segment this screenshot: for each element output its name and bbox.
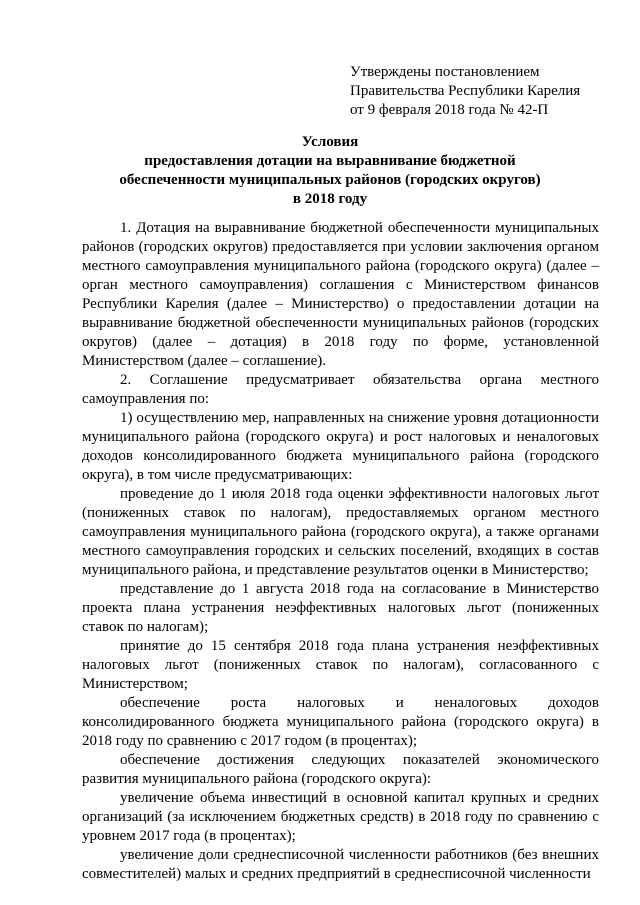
paragraph-4: проведение до 1 июля 2018 года оценки эффективности налоговых льгот (пониженных ставок по налогам), предоставляемых органом местного самоуправления муниципального района (городского округа), а также органами местного самоуправления городских и сельских поселений, входящих в состав муниципального района, и представление результатов оценки в Министерство; xyxy=(82,486,599,578)
approval-line-3: от 9 февраля 2018 года № 42-П xyxy=(350,102,549,118)
approval-stamp xyxy=(350,63,610,120)
approval-line-2: Правительства Республики Карелия xyxy=(350,83,581,99)
approval-line-1: Утверждены постановлением xyxy=(350,64,540,80)
title-line-3: обеспеченности муниципальных районов (городских округов) xyxy=(119,172,541,188)
paragraph-6: принятие до 15 сентября 2018 года плана устранения неэффективных налоговых льгот (пониженных ставок по налогам), согласованного с Министерством; xyxy=(82,638,599,692)
title-line-1: Условия xyxy=(301,134,359,150)
paragraph-1: 1. Дотация на выравнивание бюджетной обеспеченности муниципальных районов (городских округов) предоставляется при условии заключения органом местного самоуправления муниципального района (городского округа) (далее – орган местного самоуправления) соглашения с Министерством финансов Республики Карелия (далее – Министерство) о предоставлении дотации на выравнивание бюджетной обеспеченности муниципальных районов (городских округов) (далее – дотация) в 2018 году по форме, установленной Министерством (далее – соглашение). xyxy=(82,220,599,369)
title-line-4: в 2018 году xyxy=(292,191,368,207)
paragraph-5: представление до 1 августа 2018 года на согласование в Министерство проекта плана устранения неэффективных налоговых льгот (пониженных ставок по налогам); xyxy=(82,581,599,635)
paragraph-10: увеличение доли среднесписочной численности работников (без внешних совместителей) малых и средних предприятий в среднесписочной численности xyxy=(82,847,599,882)
paragraph-2: 2. Соглашение предусматривает обязательства органа местного самоуправления по: xyxy=(82,372,599,407)
paragraph-8: обеспечение достижения следующих показателей экономического развития муниципального района (городского округа): xyxy=(82,752,599,787)
document-title xyxy=(70,133,590,209)
paragraph-3: 1) осуществлению мер, направленных на снижение уровня дотационности муниципального района (городского округа) и рост налоговых и неналоговых доходов консолидированного бюджета муниципального района (городского округа), в том числе предусматривающих: xyxy=(82,410,599,483)
paragraph-9: увеличение объема инвестиций в основной капитал крупных и средних организаций (за исключением бюджетных средств) в 2018 году по сравнению с уровнем 2017 года (в процентах); xyxy=(82,790,599,844)
title-line-2: предоставления дотации на выравнивание бюджетной xyxy=(144,153,516,169)
paragraph-7: обеспечение роста налоговых и неналоговых доходов консолидированного бюджета муниципального района (городского округа) в 2018 году по сравнению с 2017 годом (в процентах); xyxy=(82,695,599,749)
document-body xyxy=(82,219,599,884)
